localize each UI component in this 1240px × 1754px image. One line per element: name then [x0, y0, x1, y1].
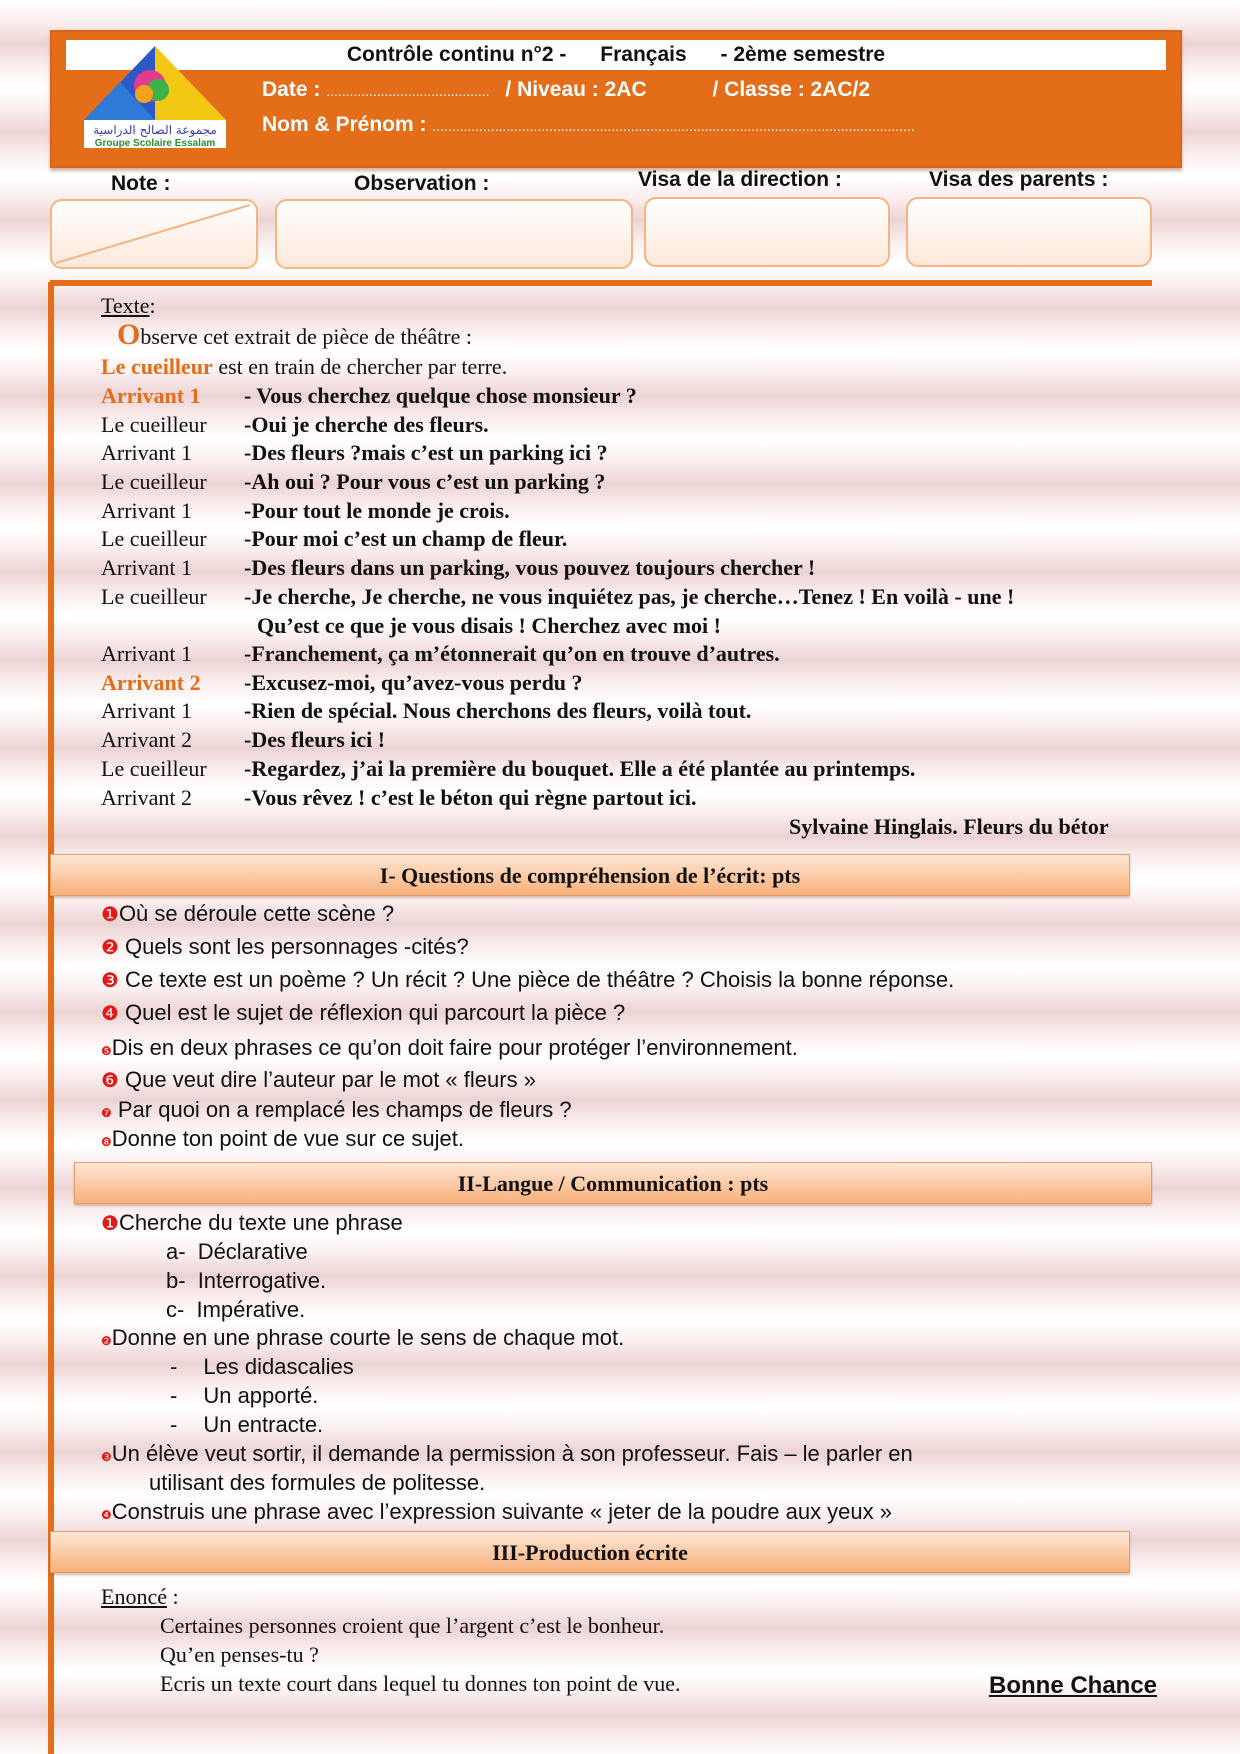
dialogue-line: -Pour moi c’est un champ de fleur.	[244, 526, 568, 551]
text-source: Sylvaine Hinglais. Fleurs du bétor	[789, 814, 1109, 839]
dialogue-speaker: Arrivant 1	[101, 383, 201, 408]
question-6: ❻ Que veut dire l’auteur par le mot « fleurs »	[101, 1067, 536, 1092]
dialogue-line: -Franchement, ça m’étonnerait qu’on en trouve d’autres.	[244, 641, 780, 666]
dialogue-line: -Pour tout le monde je crois.	[244, 498, 510, 523]
dialogue-line: - Vous cherchez quelque chose monsieur ?	[244, 383, 637, 408]
dialogue-line: -Oui je cherche des fleurs.	[244, 412, 489, 437]
title-exam: Contrôle continu n°2 -	[346, 43, 567, 66]
question-7: ❼ Par quoi on a remplacé les champs de fleurs ?	[101, 1097, 572, 1122]
section1-banner: I- Questions de compréhension de l’écrit: pts	[50, 854, 1130, 896]
observation-label: Observation :	[354, 172, 490, 195]
dialogue-speaker: Arrivant 1	[101, 440, 193, 465]
note-box[interactable]	[50, 199, 258, 269]
langue-q2-item: - Un entracte.	[170, 1412, 324, 1437]
classe-label: / Classe : 2AC/2	[712, 78, 871, 101]
dialogue-line: -Ah oui ? Pour vous c’est un parking ?	[244, 469, 606, 494]
dialogue-speaker: Le cueilleur	[101, 469, 207, 494]
enonce-line: Qu’en penses-tu ?	[160, 1642, 319, 1667]
date-line	[262, 78, 870, 102]
dialogue-line: -Vous rêvez ! c’est le béton qui règne partout ici.	[244, 785, 697, 810]
title-bar	[66, 40, 1166, 70]
note-label: Note :	[111, 172, 171, 195]
langue-q2-item: - Les didascalies	[170, 1354, 354, 1379]
section2-banner: II-Langue / Communication : pts	[74, 1162, 1152, 1204]
dialogue-speaker: Arrivant 2	[101, 670, 201, 695]
dialogue-line: -Rien de spécial. Nous cherchons des fleurs, voilà tout.	[244, 698, 752, 723]
note-diagonal	[52, 201, 256, 267]
question-8: ❽Donne ton point de vue sur ce sujet.	[101, 1126, 464, 1151]
visa-direction-box[interactable]	[644, 197, 890, 267]
observation-box[interactable]	[275, 199, 633, 269]
svg-text:مجموعة الصالح الدراسية: مجموعة الصالح الدراسية	[93, 123, 217, 137]
dialogue-speaker: Arrivant 2	[101, 727, 193, 752]
dialogue-speaker: Le cueilleur	[101, 756, 207, 781]
header-banner	[50, 30, 1182, 168]
dialogue-speaker: Le cueilleur	[101, 412, 207, 437]
svg-text:Groupe Scolaire Essalam: Groupe Scolaire Essalam	[94, 138, 216, 149]
school-logo	[80, 42, 230, 150]
title-semester: - 2ème semestre	[720, 43, 886, 66]
name-line	[262, 113, 915, 137]
dialogue-speaker: Arrivant 2	[101, 785, 193, 810]
closing-text: Bonne Chance	[989, 1672, 1158, 1699]
enonce-line: Ecris un texte court dans lequel tu donnes ton point de vue.	[160, 1671, 681, 1696]
section3-banner: III-Production écrite	[50, 1531, 1130, 1573]
langue-q2-item: - Un apporté.	[170, 1383, 319, 1408]
langue-question-3: ❸Un élève veut sortir, il demande la permission à son professeur. Fais – le parler en	[101, 1441, 913, 1466]
dialogue-line: -Des fleurs dans un parking, vous pouvez toujours chercher !	[244, 555, 816, 580]
dialogue-line: -Je cherche, Je cherche, ne vous inquiétez pas, je cherche…Tenez ! En voilà - une !	[244, 584, 1015, 609]
question-3: ❸ Ce texte est un poème ? Un récit ? Une pièce de théâtre ? Choisis la bonne réponse.	[101, 967, 955, 992]
text-context: Le cueilleur est en train de chercher par terre.	[101, 354, 508, 379]
date-field[interactable]: ..........................................	[326, 83, 490, 99]
langue-q1-item: c- Impérative.	[166, 1297, 306, 1322]
visa-parents-label: Visa des parents :	[929, 168, 1109, 191]
langue-q1-item: b- Interrogative.	[166, 1268, 327, 1293]
text-intro: Observe cet extrait de pièce de théâtre :	[117, 318, 472, 351]
dialogue-speaker: Arrivant 1	[101, 698, 193, 723]
dialogue-line: -Des fleurs ?mais c’est un parking ici ?	[244, 440, 608, 465]
niveau-label: / Niveau : 2AC	[505, 78, 647, 101]
question-5: ❺Dis en deux phrases ce qu’on doit faire pour protéger l’environnement.	[101, 1035, 798, 1060]
question-2: ❷ Quels sont les personnages -cités?	[101, 934, 469, 959]
separator-line	[50, 280, 1152, 286]
date-label: Date :	[262, 78, 321, 101]
visa-direction-label: Visa de la direction :	[638, 168, 842, 191]
page-title	[66, 40, 1166, 70]
dialogue-speaker: Arrivant 1	[101, 555, 193, 580]
question-1: ❶Où se déroule cette scène ?	[101, 901, 395, 926]
dialogue-speaker: Le cueilleur	[101, 584, 207, 609]
dialogue-speaker: Arrivant 1	[101, 641, 193, 666]
question-4: ❹ Quel est le sujet de réflexion qui parcourt la pièce ?	[101, 1000, 626, 1025]
dialogue-line: -Des fleurs ici !	[244, 727, 386, 752]
dialogue-line: Qu’est ce que je vous disais ! Cherchez avec moi !	[257, 613, 721, 638]
dialogue-line: -Regardez, j’ai la première du bouquet. Elle a été plantée au printemps.	[244, 756, 916, 781]
langue-q1-item: a- Déclarative	[166, 1239, 308, 1264]
text-label: Texte:	[101, 293, 156, 318]
visa-parents-box[interactable]	[906, 197, 1152, 267]
enonce-label: Enoncé :	[101, 1584, 179, 1609]
title-subject: Français	[600, 43, 687, 66]
langue-question-1: ❶Cherche du texte une phrase	[101, 1210, 403, 1235]
dialogue-speaker: Le cueilleur	[101, 526, 207, 551]
dialogue-speaker: Arrivant 1	[101, 498, 193, 523]
langue-question-2: ❷Donne en une phrase courte le sens de chaque mot.	[101, 1325, 625, 1350]
name-label: Nom & Prénom :	[262, 113, 427, 136]
langue-question-3-cont: utilisant des formules de politesse.	[149, 1470, 486, 1495]
name-field[interactable]: ............................................................................................................................	[432, 118, 915, 134]
enonce-line: Certaines personnes croient que l’argent c’est le bonheur.	[160, 1613, 665, 1638]
langue-question-4: ❹Construis une phrase avec l’expression suivante « jeter de la poudre aux yeux »	[101, 1499, 893, 1524]
dialogue-line: -Excusez-moi, qu’avez-vous perdu ?	[244, 670, 583, 695]
